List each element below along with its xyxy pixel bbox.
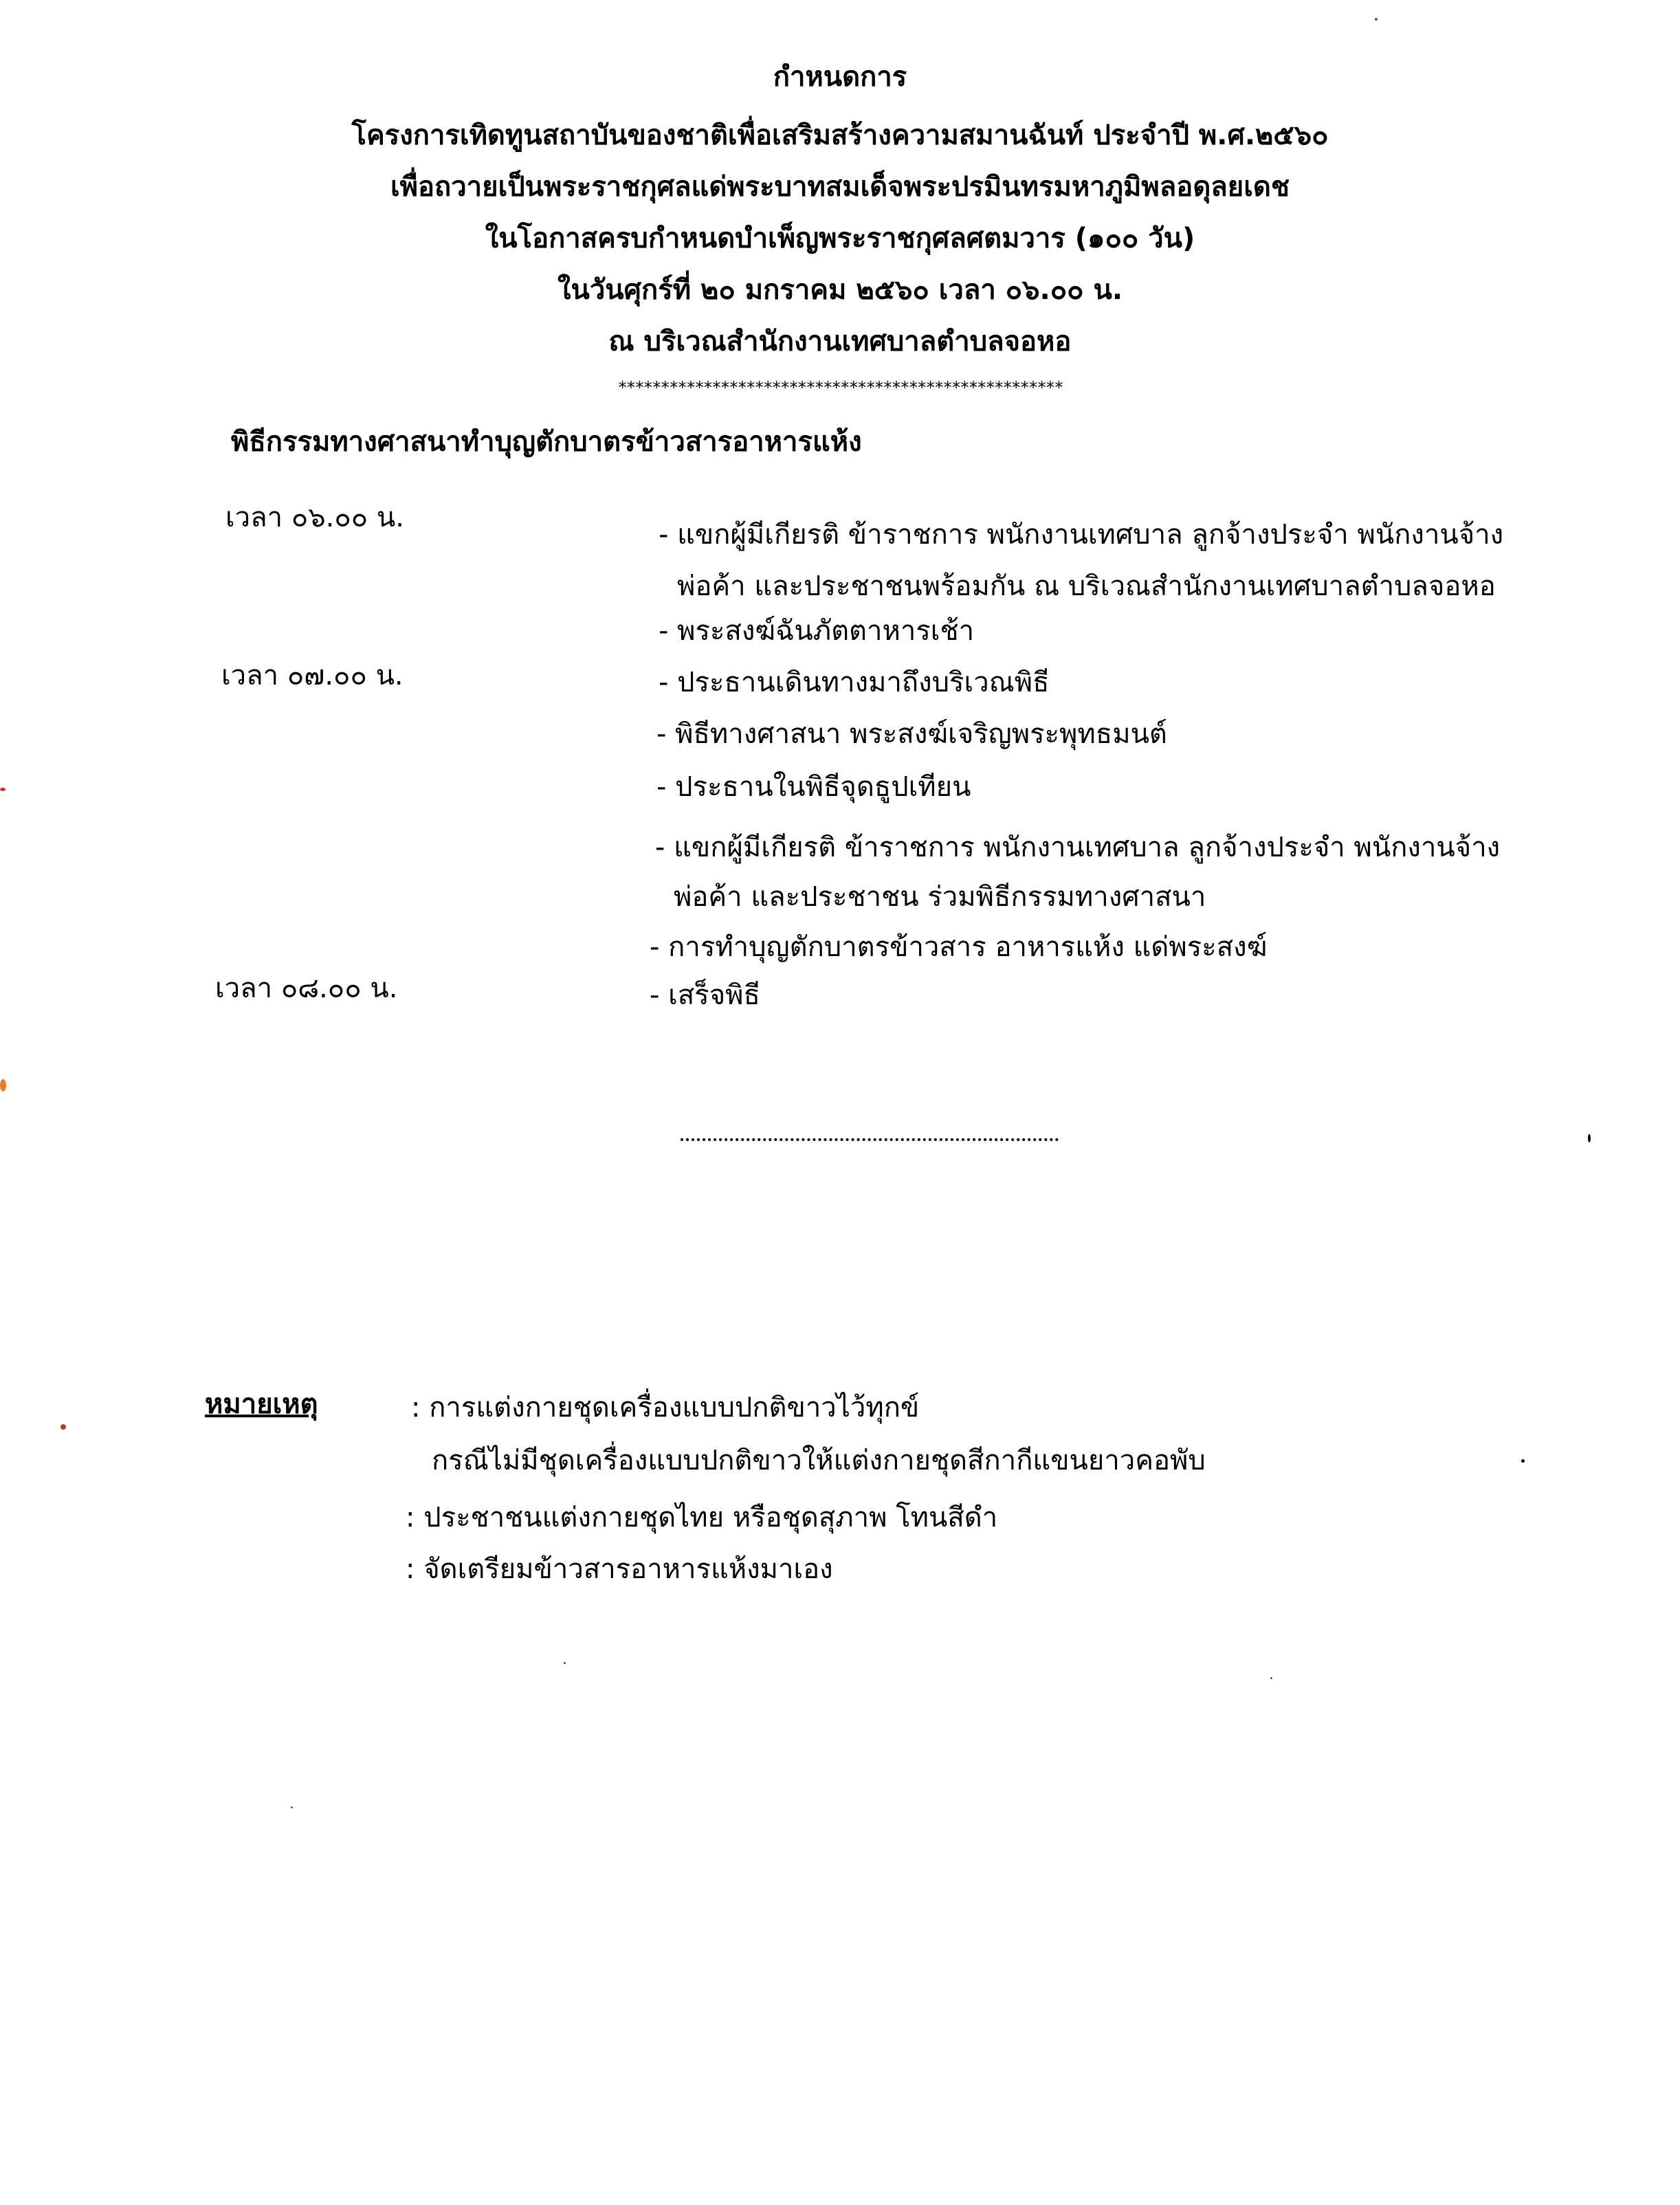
header-line-6: ณ บริเวณสำนักงานเทศบาลตำบลจอหอ [608, 326, 1072, 357]
header-line-5: ในวันศุกร์ที่ ๒๐ มกราคม ๒๕๖๐ เวลา ๐๖.๐๐ น. [557, 274, 1123, 306]
scan-speck [564, 1662, 566, 1664]
schedule-item: - ประธานในพิธีจุดธูปเทียน [656, 771, 971, 803]
header-line-1: กำหนดการ [773, 61, 907, 93]
note-item: : การแต่งกายชุดเครื่องแบบปกติขาวไว้ทุกข์ [411, 1392, 920, 1423]
scan-speck [1375, 18, 1378, 21]
scan-speck [291, 1806, 293, 1808]
time-0800: เวลา ๐๘.๐๐ น. [215, 973, 398, 1004]
note-item: : ประชาชนแต่งกายชุดไทย หรือชุดสุภาพ โทนสีดำ [406, 1502, 998, 1533]
schedule-item: - แขกผู้มีเกียรติ ข้าราชการ พนักงานเทศบาล ลูกจ้างประจำ พนักงานจ้าง [655, 832, 1501, 863]
schedule-item: - เสร็จพิธี [650, 979, 760, 1011]
header-line-3: เพื่อถวายเป็นพระราชกุศลแด่พระบาทสมเด็จพระปรมินทรมหาภูมิพลอดุลยเดช [390, 171, 1290, 203]
schedule-item: - การทำบุญตักบาตรข้าวสาร อาหารแห้ง แด่พระสงฆ์ [650, 931, 1268, 963]
scan-speck [0, 1079, 6, 1092]
note-item-cont: กรณีไม่มีชุดเครื่องแบบปกติขาวให้แต่งกายชุดสีกากีแขนยาวคอพับ [432, 1445, 1206, 1476]
header-line-4: ในโอกาสครบกำหนดบำเพ็ญพระราชกุศลศตมวาร (๑๐๐ วัน) [485, 223, 1195, 254]
header-line-2: โครงการเทิดทูนสถาบันของชาติเพื่อเสริมสร้างความสมานฉันท์ ประจำปี พ.ศ.๒๕๖๐ [351, 120, 1329, 151]
scan-speck [0, 788, 5, 791]
dotted-divider [681, 1134, 1059, 1141]
scan-speck [60, 1424, 66, 1430]
time-0700: เวลา ๐๗.๐๐ น. [221, 660, 404, 691]
section-title: พิธีกรรมทางศาสนาทำบุญตักบาตรข้าวสารอาหารแห้ง [231, 426, 862, 458]
schedule-item: - แขกผู้มีเกียรติ ข้าราชการ พนักงานเทศบาล ลูกจ้างประจำ พนักงานจ้าง [659, 519, 1504, 551]
notes-label: หมายเหตุ [205, 1388, 318, 1420]
schedule-item-cont: พ่อค้า และประชาชน ร่วมพิธีกรรมทางศาสนา [674, 881, 1206, 913]
schedule-item: - พระสงฆ์ฉันภัตตาหารเช้า [659, 615, 975, 647]
schedule-item: - พิธีทางศาสนา พระสงฆ์เจริญพระพุทธมนต์ [656, 718, 1167, 750]
note-item: : จัดเตรียมข้าวสารอาหารแห้งมาเอง [406, 1553, 833, 1585]
star-divider: **************************************************** [617, 378, 1063, 397]
scan-speck [1270, 1677, 1272, 1679]
schedule-item-cont: พ่อค้า และประชาชนพร้อมกัน ณ บริเวณสำนักงานเทศบาลตำบลจอหอ [677, 570, 1496, 602]
scan-speck [1521, 1459, 1525, 1463]
schedule-item: - ประธานเดินทางมาถึงบริเวณพิธี [659, 667, 1050, 698]
scan-speck [1588, 1134, 1591, 1142]
time-0600: เวลา ๐๖.๐๐ น. [225, 502, 404, 533]
